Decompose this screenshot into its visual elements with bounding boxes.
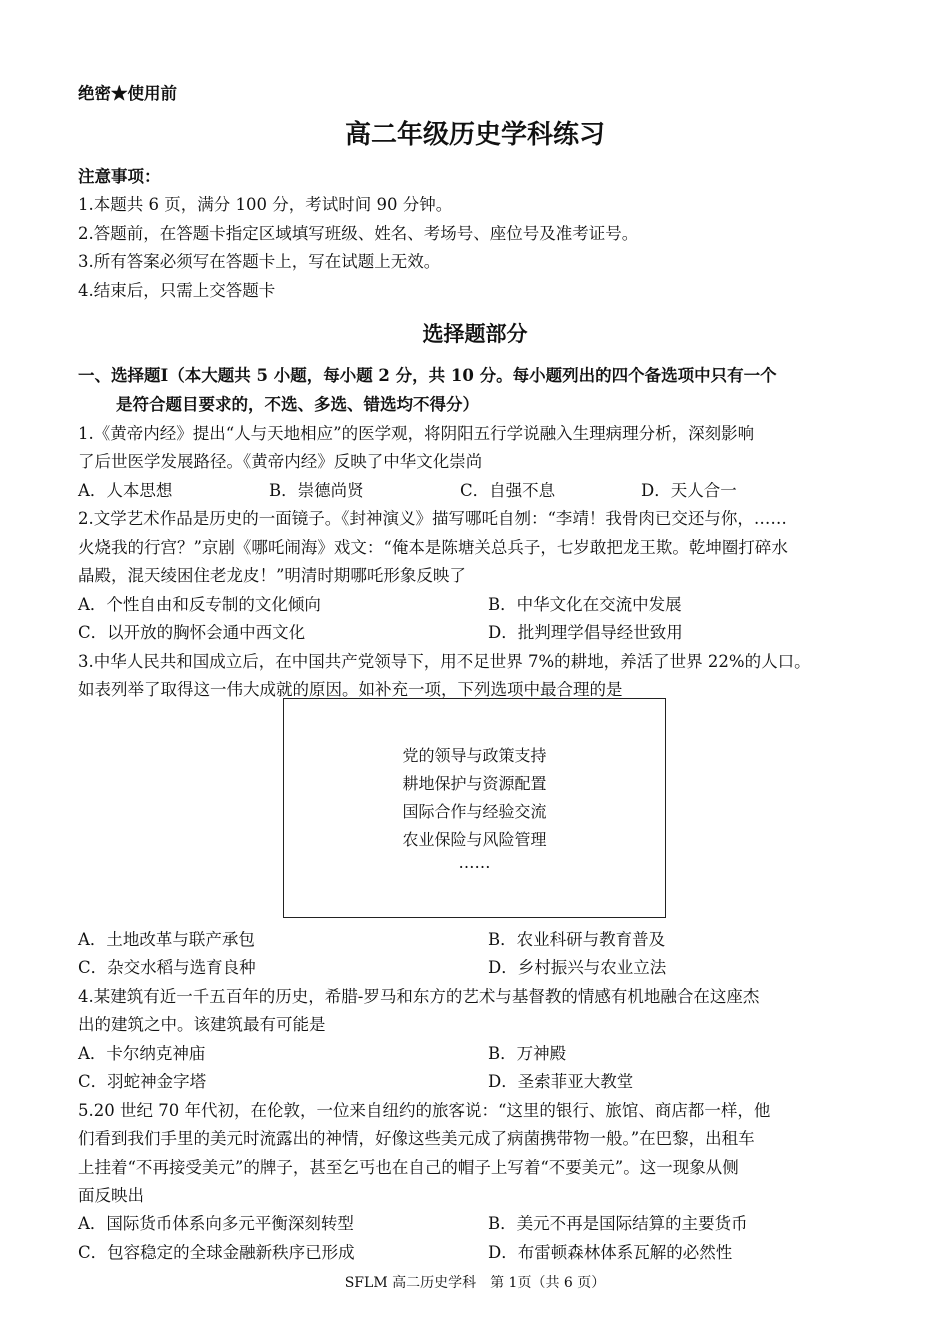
question-4-text: 出的建筑之中。该建筑最有可能是 bbox=[78, 1015, 326, 1034]
q4-option-b: B．万神殿 bbox=[488, 1044, 567, 1063]
question-5-text: 5.20 世纪 70 年代初，在伦敦，一位来自纽约的旅客说：“这里的银行、旅馆、商店都一样，他 bbox=[78, 1101, 771, 1120]
question-2-text: 2.文学艺术作品是历史的一面镜子。《封神演义》描写哪吒自刎：“李靖！我骨肉已交还与你，…… bbox=[78, 509, 787, 528]
page-title: 高二年级历史学科练习 bbox=[344, 120, 605, 150]
question-2-text: 火烧我的行宫？”京剧《哪吒闹海》戏文：“俺本是陈塘关总兵子，七岁敢把龙王欺。乾坤圈打碎水 bbox=[78, 538, 788, 557]
q2-option-c: C．以开放的胸怀会通中西文化 bbox=[78, 623, 306, 642]
q5-option-b: B．美元不再是国际结算的主要货币 bbox=[488, 1214, 748, 1233]
question-4-text: 4.某建筑有近一千五百年的历史，希腊-罗马和东方的艺术与基督教的情感有机地融合在这座杰 bbox=[78, 987, 760, 1006]
table-row: 国际合作与经验交流 bbox=[402, 802, 547, 821]
q4-option-c: C．羽蛇神金字塔 bbox=[78, 1072, 207, 1091]
q1-option-d: D．天人合一 bbox=[641, 481, 737, 500]
q4-option-d: D．圣索菲亚大教堂 bbox=[488, 1072, 634, 1091]
part-instructions-cont: 是符合题目要求的，不选、多选、错选均不得分） bbox=[116, 395, 479, 414]
question-1-text: 了后世医学发展路径。《黄帝内经》反映了中华文化崇尚 bbox=[78, 452, 483, 471]
question-5-text: 面反映出 bbox=[78, 1186, 144, 1205]
table-row: 党的领导与政策支持 bbox=[402, 746, 547, 765]
q1-option-b: B．崇德尚贤 bbox=[269, 481, 364, 500]
q1-option-a: A．人本思想 bbox=[78, 481, 173, 500]
q5-option-a: A．国际货币体系向多元平衡深刻转型 bbox=[78, 1214, 354, 1233]
question-2-text: 晶殿，混天绫困住老龙皮！”明清时期哪吒形象反映了 bbox=[78, 566, 466, 585]
notice-item: 4.结束后，只需上交答题卡 bbox=[78, 281, 276, 300]
notice-heading: 注意事项： bbox=[78, 167, 161, 186]
q2-option-a: A．个性自由和反专制的文化倾向 bbox=[78, 595, 321, 614]
section-title: 选择题部分 bbox=[422, 321, 528, 346]
table-row: 农业保险与风险管理 bbox=[402, 830, 547, 849]
page-footer: SFLM 高二历史学科 第 1页（共 6 页） bbox=[344, 1275, 606, 1291]
question-5-text: 上挂着“不再接受美元”的牌子，甚至乞丐也在自己的帽子上写着“不要美元”。这一现象从侧 bbox=[78, 1158, 739, 1177]
question-1-text: 1.《黄帝内经》提出“人与天地相应”的医学观，将阴阳五行学说融入生理病理分析，深刻影响 bbox=[78, 424, 755, 443]
q3-option-c: C．杂交水稻与选育良种 bbox=[78, 958, 256, 977]
part-instructions: 一、选择题Ⅰ（本大题共 5 小题，每小题 2 分，共 10 分。每小题列出的四个备选项中只有一个 bbox=[78, 366, 777, 385]
q5-option-c: C．包容稳定的全球金融新秩序已形成 bbox=[78, 1243, 355, 1262]
q3-option-d: D．乡村振兴与农业立法 bbox=[488, 958, 667, 977]
q3-option-a: A．土地改革与联产承包 bbox=[78, 930, 255, 949]
confidential-label: 绝密★使用前 bbox=[78, 84, 177, 103]
question-3-text: 3.中华人民共和国成立后，在中国共产党领导下，用不足世界 7%的耕地，养活了世界 22%的人口。 bbox=[78, 652, 811, 671]
notice-item: 1.本题共 6 页，满分 100 分，考试时间 90 分钟。 bbox=[78, 195, 453, 214]
q3-option-b: B．农业科研与教育普及 bbox=[488, 930, 666, 949]
q4-option-a: A．卡尔纳克神庙 bbox=[78, 1044, 206, 1063]
notice-item: 2.答题前，在答题卡指定区域填写班级、姓名、考场号、座位号及准考证号。 bbox=[78, 224, 639, 243]
question-5-text: 们看到我们手里的美元时流露出的神情，好像这些美元成了病菌携带物一般。”在巴黎，出租车 bbox=[78, 1129, 755, 1148]
q2-option-b: B．中华文化在交流中发展 bbox=[488, 595, 682, 614]
question-3-text: 如表列举了取得这一伟大成就的原因。如补充一项，下列选项中最合理的是 bbox=[78, 680, 623, 699]
table-row: …… bbox=[458, 853, 491, 872]
q5-option-d: D．布雷顿森林体系瓦解的必然性 bbox=[488, 1243, 733, 1262]
table-row: 耕地保护与资源配置 bbox=[402, 774, 547, 793]
notice-item: 3.所有答案必须写在答题卡上，写在试题上无效。 bbox=[78, 252, 441, 271]
q2-option-d: D．批判理学倡导经世致用 bbox=[488, 623, 683, 642]
reasons-table bbox=[283, 698, 666, 918]
q1-option-c: C．自强不息 bbox=[460, 481, 556, 500]
